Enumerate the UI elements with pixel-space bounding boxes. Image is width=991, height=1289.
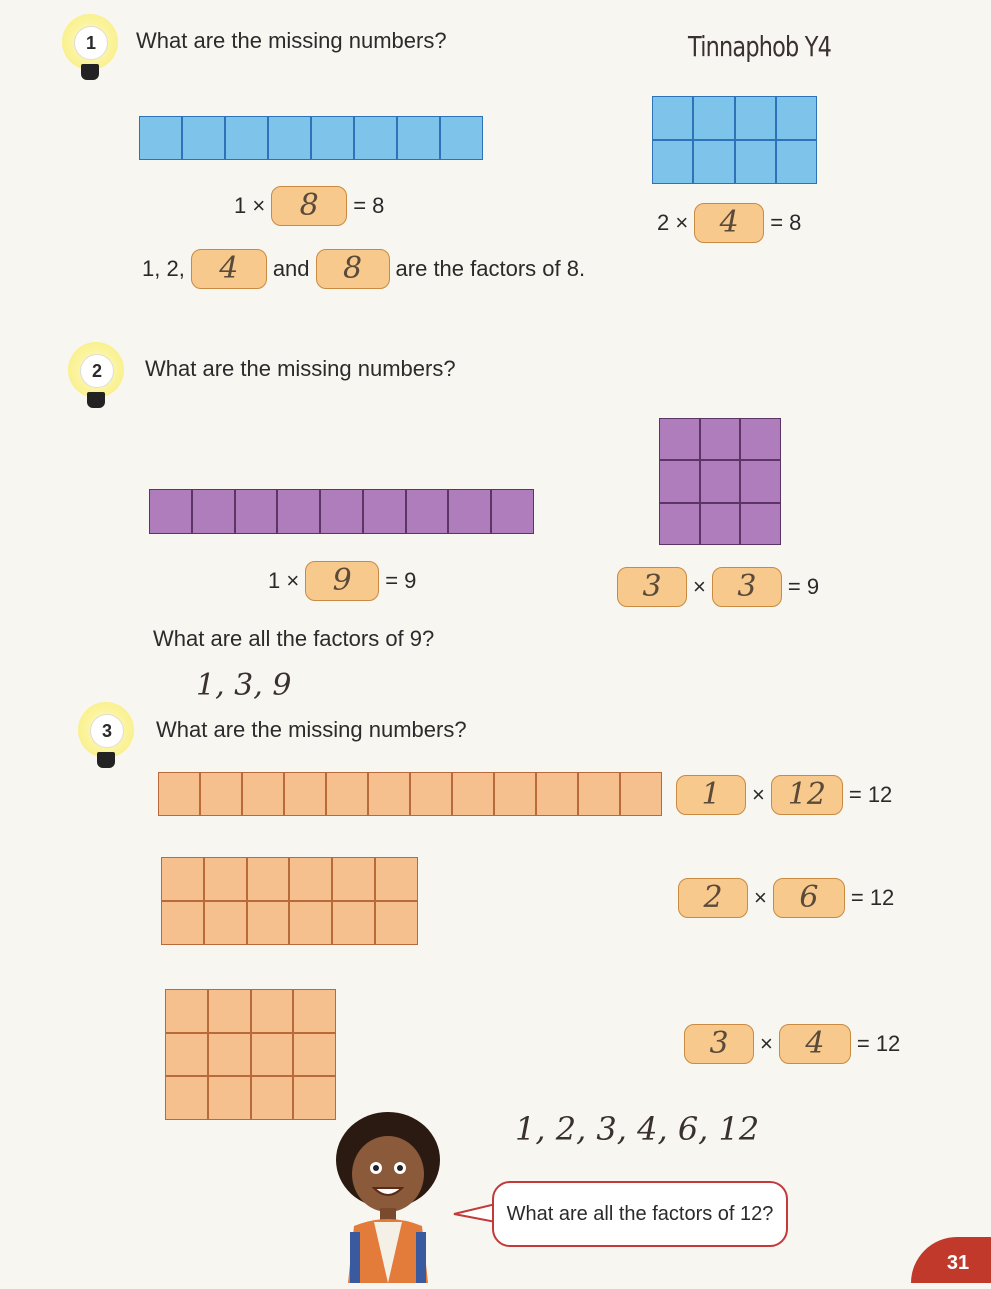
q2-follow-up-question: What are all the factors of 9? — [153, 626, 435, 651]
q2-equation-a: 1 × 9 = 9 — [268, 561, 416, 601]
speech-bubble-tail — [452, 1200, 496, 1226]
answer-box[interactable]: 12 — [771, 775, 843, 815]
question-1-prompt: What are the missing numbers? — [136, 28, 447, 53]
q3-array-2x6 — [161, 857, 418, 945]
q2-array-3x3 — [659, 418, 781, 545]
answer-box[interactable]: 2 — [678, 878, 748, 918]
answer-box[interactable]: 4 — [694, 203, 764, 243]
answer-box[interactable]: 4 — [191, 249, 267, 289]
q2-equation-b: 3 × 3 = 9 — [617, 567, 819, 607]
q1-array-1x8 — [139, 116, 483, 160]
answer-box[interactable]: 1 — [676, 775, 746, 815]
answer-box[interactable]: 3 — [684, 1024, 754, 1064]
q3-equation-b: 2 × 6 = 12 — [678, 878, 894, 918]
q2-handwritten-answer: 1, 3, 9 — [196, 668, 292, 703]
q1-equation-a: 1 × 8 = 8 — [234, 186, 384, 226]
question-2-prompt: What are the missing numbers? — [145, 356, 456, 381]
q3-array-1x12 — [158, 772, 662, 816]
answer-box[interactable]: 3 — [712, 567, 782, 607]
answer-box[interactable]: 9 — [305, 561, 379, 601]
answer-box[interactable]: 6 — [773, 878, 845, 918]
question-3-bulb-icon: 3 — [78, 702, 138, 792]
answer-box[interactable]: 8 — [316, 249, 390, 289]
answer-box[interactable]: 3 — [617, 567, 687, 607]
q3-array-3x4 — [165, 989, 336, 1120]
page-number: 31 — [911, 1237, 991, 1283]
question-1-bulb-icon: 1 — [62, 14, 122, 104]
q3-equation-a: 1 × 12 = 12 — [676, 775, 892, 815]
q2-array-1x9 — [149, 489, 534, 534]
answer-box[interactable]: 4 — [779, 1024, 851, 1064]
question-2-bulb-icon: 2 — [68, 342, 128, 432]
speech-bubble: What are all the factors of 12? — [492, 1181, 788, 1247]
q1-array-2x4 — [652, 96, 817, 184]
character-illustration — [330, 1108, 446, 1283]
answer-box[interactable]: 8 — [271, 186, 347, 226]
q3-handwritten-factors: 1, 2, 3, 4, 6, 12 — [515, 1110, 760, 1148]
q1-equation-b: 2 × 4 = 8 — [657, 203, 801, 243]
student-name: Tinnaphob Y4 — [688, 30, 832, 63]
question-3-prompt: What are the missing numbers? — [156, 717, 467, 742]
q3-equation-c: 3 × 4 = 12 — [684, 1024, 900, 1064]
q1-factors-sentence: 1, 2, 4 and 8 are the factors of 8. — [142, 249, 585, 289]
